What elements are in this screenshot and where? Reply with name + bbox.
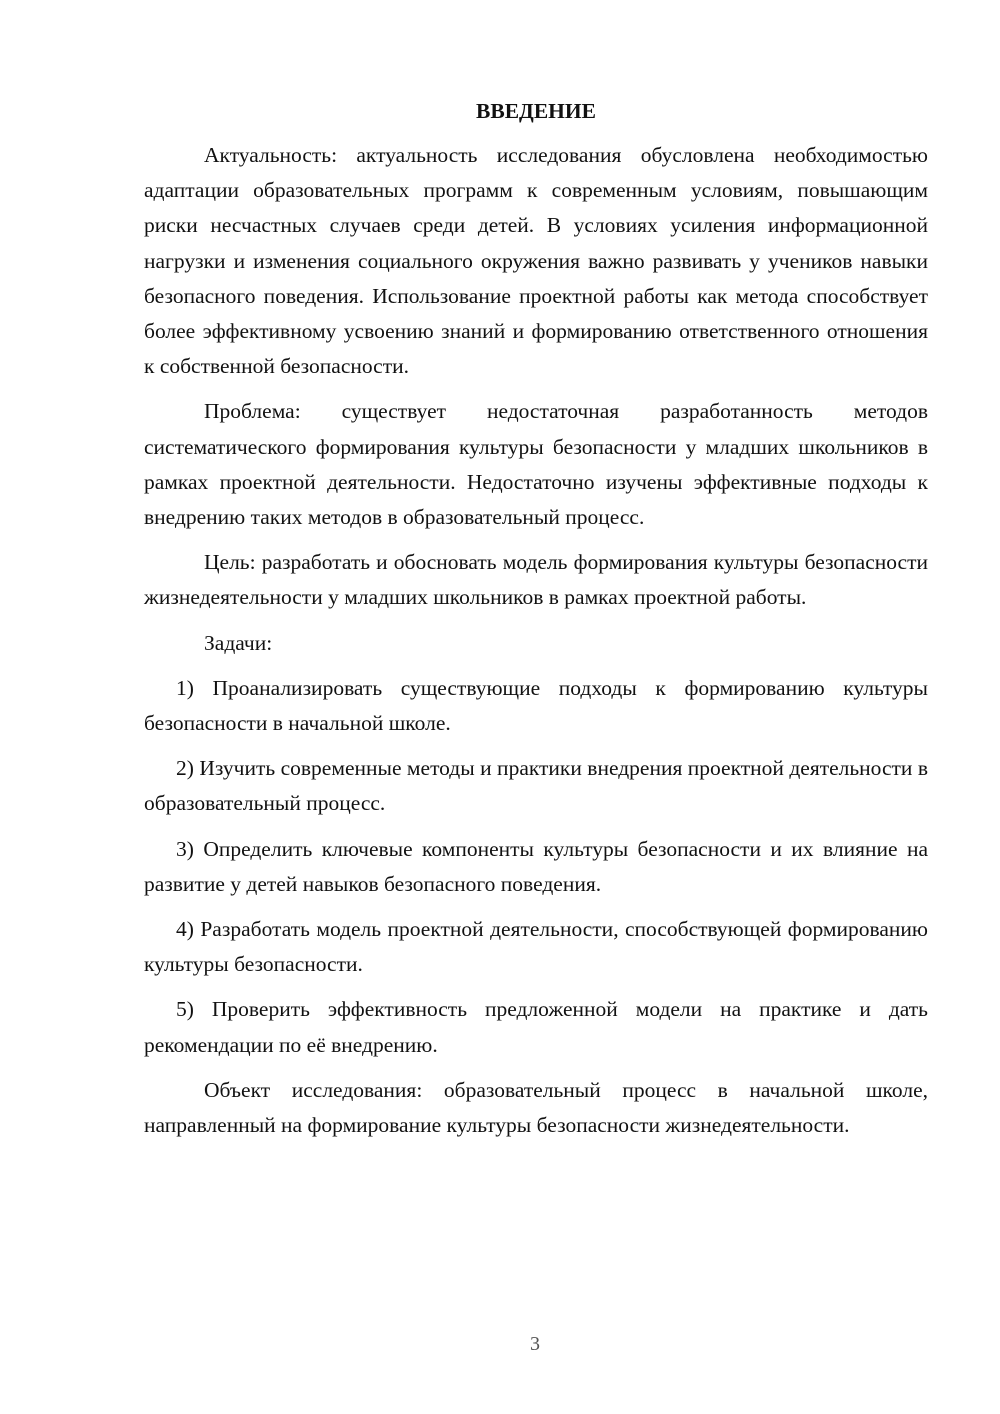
section-title: ВВЕДЕНИЕ <box>476 99 596 123</box>
paragraph-goal: Цель: разработать и обосновать модель формирования культуры безопасности жизнедеятельности у младших школьников в рамках проектной работы. <box>144 550 928 610</box>
task-item-3: 3) Определить ключевые компоненты культуры безопасности и их влияние на развитие у детей навыков безопасного поведения. <box>144 836 928 896</box>
paragraph-research-object: Объект исследования: образовательный процесс в начальной школе, направленный на формирование культуры безопасности жизнедеятельности. <box>144 1077 928 1138</box>
document-page <box>144 96 928 1153</box>
task-item-2: 2) Изучить современные методы и практики внедрения проектной деятельности в образовательный процесс. <box>144 756 928 816</box>
paragraph-relevance: Актуальность: актуальность исследования обусловлена необходимостью адаптации образовательных программ к современным условиям, повышающим риски несчастных случаев среди детей. В условиях усиления информационной нагрузки и изменения социального окружения важно развивать у учеников навыки безопасного поведения. Использование проектной работы как метода способствует более эффективному усвоению знаний и формированию ответственного отношения к собственной безопасности. <box>144 143 928 379</box>
paragraph-tasks-heading: Задачи: <box>204 630 273 655</box>
task-item-4: 4) Разработать модель проектной деятельности, способствующей формированию культуры безопасности. <box>144 917 928 977</box>
page-number: 3 <box>530 1333 540 1355</box>
paragraph-problem: Проблема: существует недостаточная разработанность методов систематического формирования культуры безопасности у младших школьников в рамках проектной деятельности. Недостаточно изучены эффективные подходы к внедрению таких методов в образовательный процесс. <box>144 399 928 530</box>
task-item-5: 5) Проверить эффективность предложенной модели на практике и дать рекомендации по её внедрению. <box>144 997 928 1057</box>
task-item-1: 1) Проанализировать существующие подходы к формированию культуры безопасности в начальной школе. <box>144 675 928 736</box>
